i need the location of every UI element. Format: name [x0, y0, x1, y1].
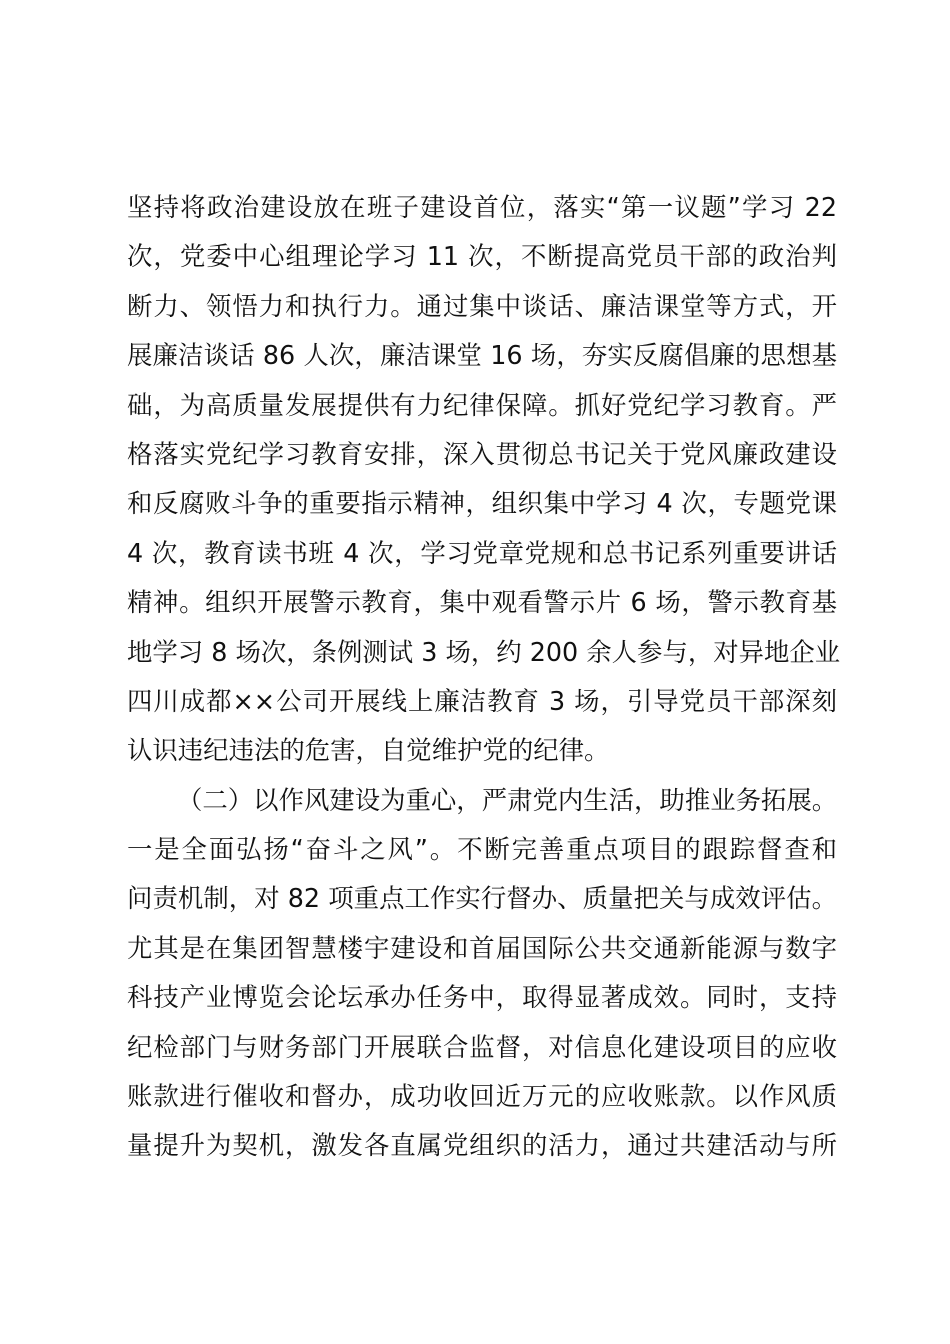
text-line: 4 次，教育读书班 4 次，学习党章党规和总书记系列重要讲话 — [127, 537, 837, 568]
text-line: 尤其是在集团智慧楼宇建设和首届国际公共交通新能源与数字 — [127, 932, 837, 963]
text-line: 问责机制，对 82 项重点工作实行督办、质量把关与成效评估。 — [127, 883, 837, 914]
section-heading-line: （二）以作风建设为重心，严肃党内生活，助推业务拓展。 — [177, 784, 838, 815]
text-line: 精神。组织开展警示教育，集中观看警示片 6 场，警示教育基 — [127, 587, 837, 618]
text-line: 次，党委中心组理论学习 11 次，不断提高党员干部的政治判 — [127, 241, 837, 272]
text-line: 科技产业博览会论坛承办任务中，取得显著成效。同时，支持 — [127, 982, 837, 1013]
text-line: 坚持将政治建设放在班子建设首位，落实“第一议题”学习 22 — [127, 192, 837, 222]
text-line: 格落实党纪学习教育安排，深入贯彻总书记关于党风廉政建设 — [127, 438, 837, 469]
text-line: 账款进行催收和督办，成功收回近万元的应收账款。以作风质 — [127, 1081, 837, 1112]
text-line: 和反腐败斗争的重要指示精神，组织集中学习 4 次，专题党课 — [127, 488, 837, 519]
text-line: 一是全面弘扬“奋斗之风”。不断完善重点项目的跟踪督查和 — [127, 834, 837, 865]
text-line: 断力、领悟力和执行力。通过集中谈话、廉洁课堂等方式，开 — [127, 290, 837, 321]
text-line: 四川成都××公司开展线上廉洁教育 3 场，引导党员干部深刻 — [127, 685, 837, 716]
text-line: 地学习 8 场次，条例测试 3 场，约 200 余人参与，对异地企业 — [127, 636, 841, 667]
body-text — [127, 183, 841, 1171]
text-line: 展廉洁谈话 86 人次，廉洁课堂 16 场，夯实反腐倡廉的思想基 — [127, 340, 837, 371]
text-line: 础，为高质量发展提供有力纪律保障。抓好党纪学习教育。严 — [127, 389, 837, 420]
text-line: 纪检部门与财务部门开展联合监督，对信息化建设项目的应收 — [127, 1031, 837, 1062]
text-line: 认识违纪违法的危害，自觉维护党的纪律。 — [127, 735, 610, 766]
text-line: 量提升为契机，激发各直属党组织的活力，通过共建活动与所 — [127, 1130, 837, 1161]
